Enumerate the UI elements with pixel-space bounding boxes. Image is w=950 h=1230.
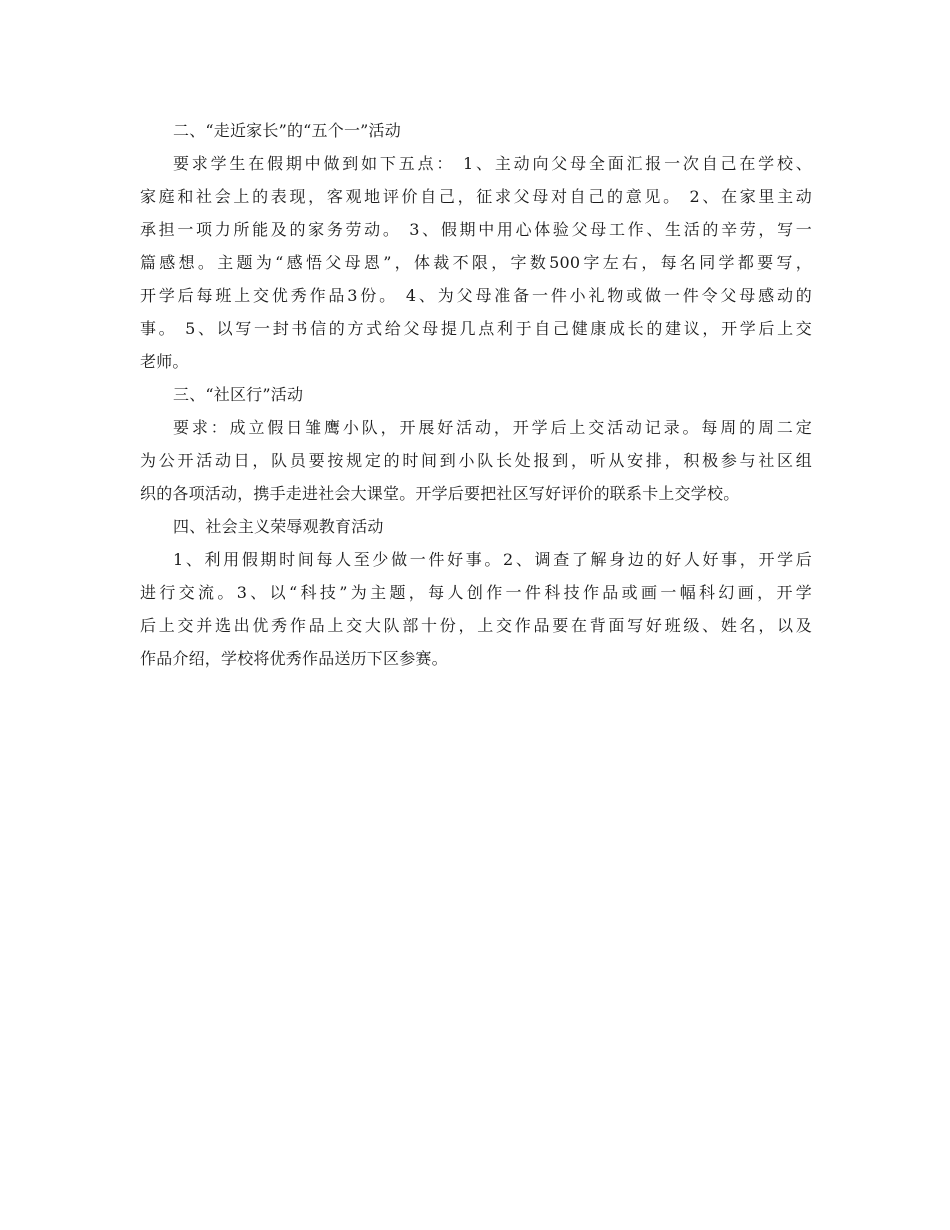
section-heading: 二、“走近家长”的“五个一”活动 [173, 121, 401, 140]
paragraph-line: 事。 5、以写一封书信的方式给父母提几点利于自己健康成长的建议，开学后上交 [140, 319, 812, 338]
section-parents-activity [140, 114, 812, 378]
document-body [140, 114, 812, 675]
section-heading: 三、“社区行”活动 [173, 385, 304, 404]
section-heading: 四、社会主义荣辱观教育活动 [173, 517, 384, 536]
paragraph-line: 后上交并选出优秀作品上交大队部十份，上交作品要在背面写好班级、姓名，以及 [140, 616, 812, 635]
paragraph-line: 织的各项活动，携手走进社会大课堂。开学后要把社区写好评价的联系卡上交学校。 [140, 484, 740, 503]
paragraph-line: 老师。 [140, 352, 189, 371]
paragraph-line: 进行交流。3、以“科技”为主题，每人创作一件科技作品或画一幅科幻画，开学 [140, 583, 812, 602]
paragraph-line: 家庭和社会上的表现，客观地评价自己，征求父母对自己的意见。 2、在家里主动 [140, 187, 812, 206]
section-community-activity [140, 378, 812, 510]
paragraph-line: 要求学生在假期中做到如下五点： 1、主动向父母全面汇报一次自己在学校、 [173, 154, 812, 173]
paragraph-line: 作品介绍，学校将优秀作品送历下区参赛。 [140, 649, 448, 668]
paragraph-line: 承担一项力所能及的家务劳动。 3、假期中用心体验父母工作、生活的辛劳，写一 [140, 220, 812, 239]
paragraph-line: 为公开活动日，队员要按规定的时间到小队长处报到，听从安排，积极参与社区组 [140, 451, 812, 470]
paragraph-line: 要求：成立假日雏鹰小队，开展好活动，开学后上交活动记录。每周的周二定 [173, 418, 812, 437]
paragraph-line: 1、利用假期时间每人至少做一件好事。2、调查了解身边的好人好事，开学后 [173, 550, 812, 569]
paragraph-line: 开学后每班上交优秀作品3份。 4、为父母准备一件小礼物或做一件令父母感动的 [140, 286, 812, 305]
paragraph-line: 篇感想。主题为“感悟父母恩”，体裁不限，字数500字左右，每名同学都要写， [140, 253, 812, 272]
section-honor-education [140, 510, 812, 675]
